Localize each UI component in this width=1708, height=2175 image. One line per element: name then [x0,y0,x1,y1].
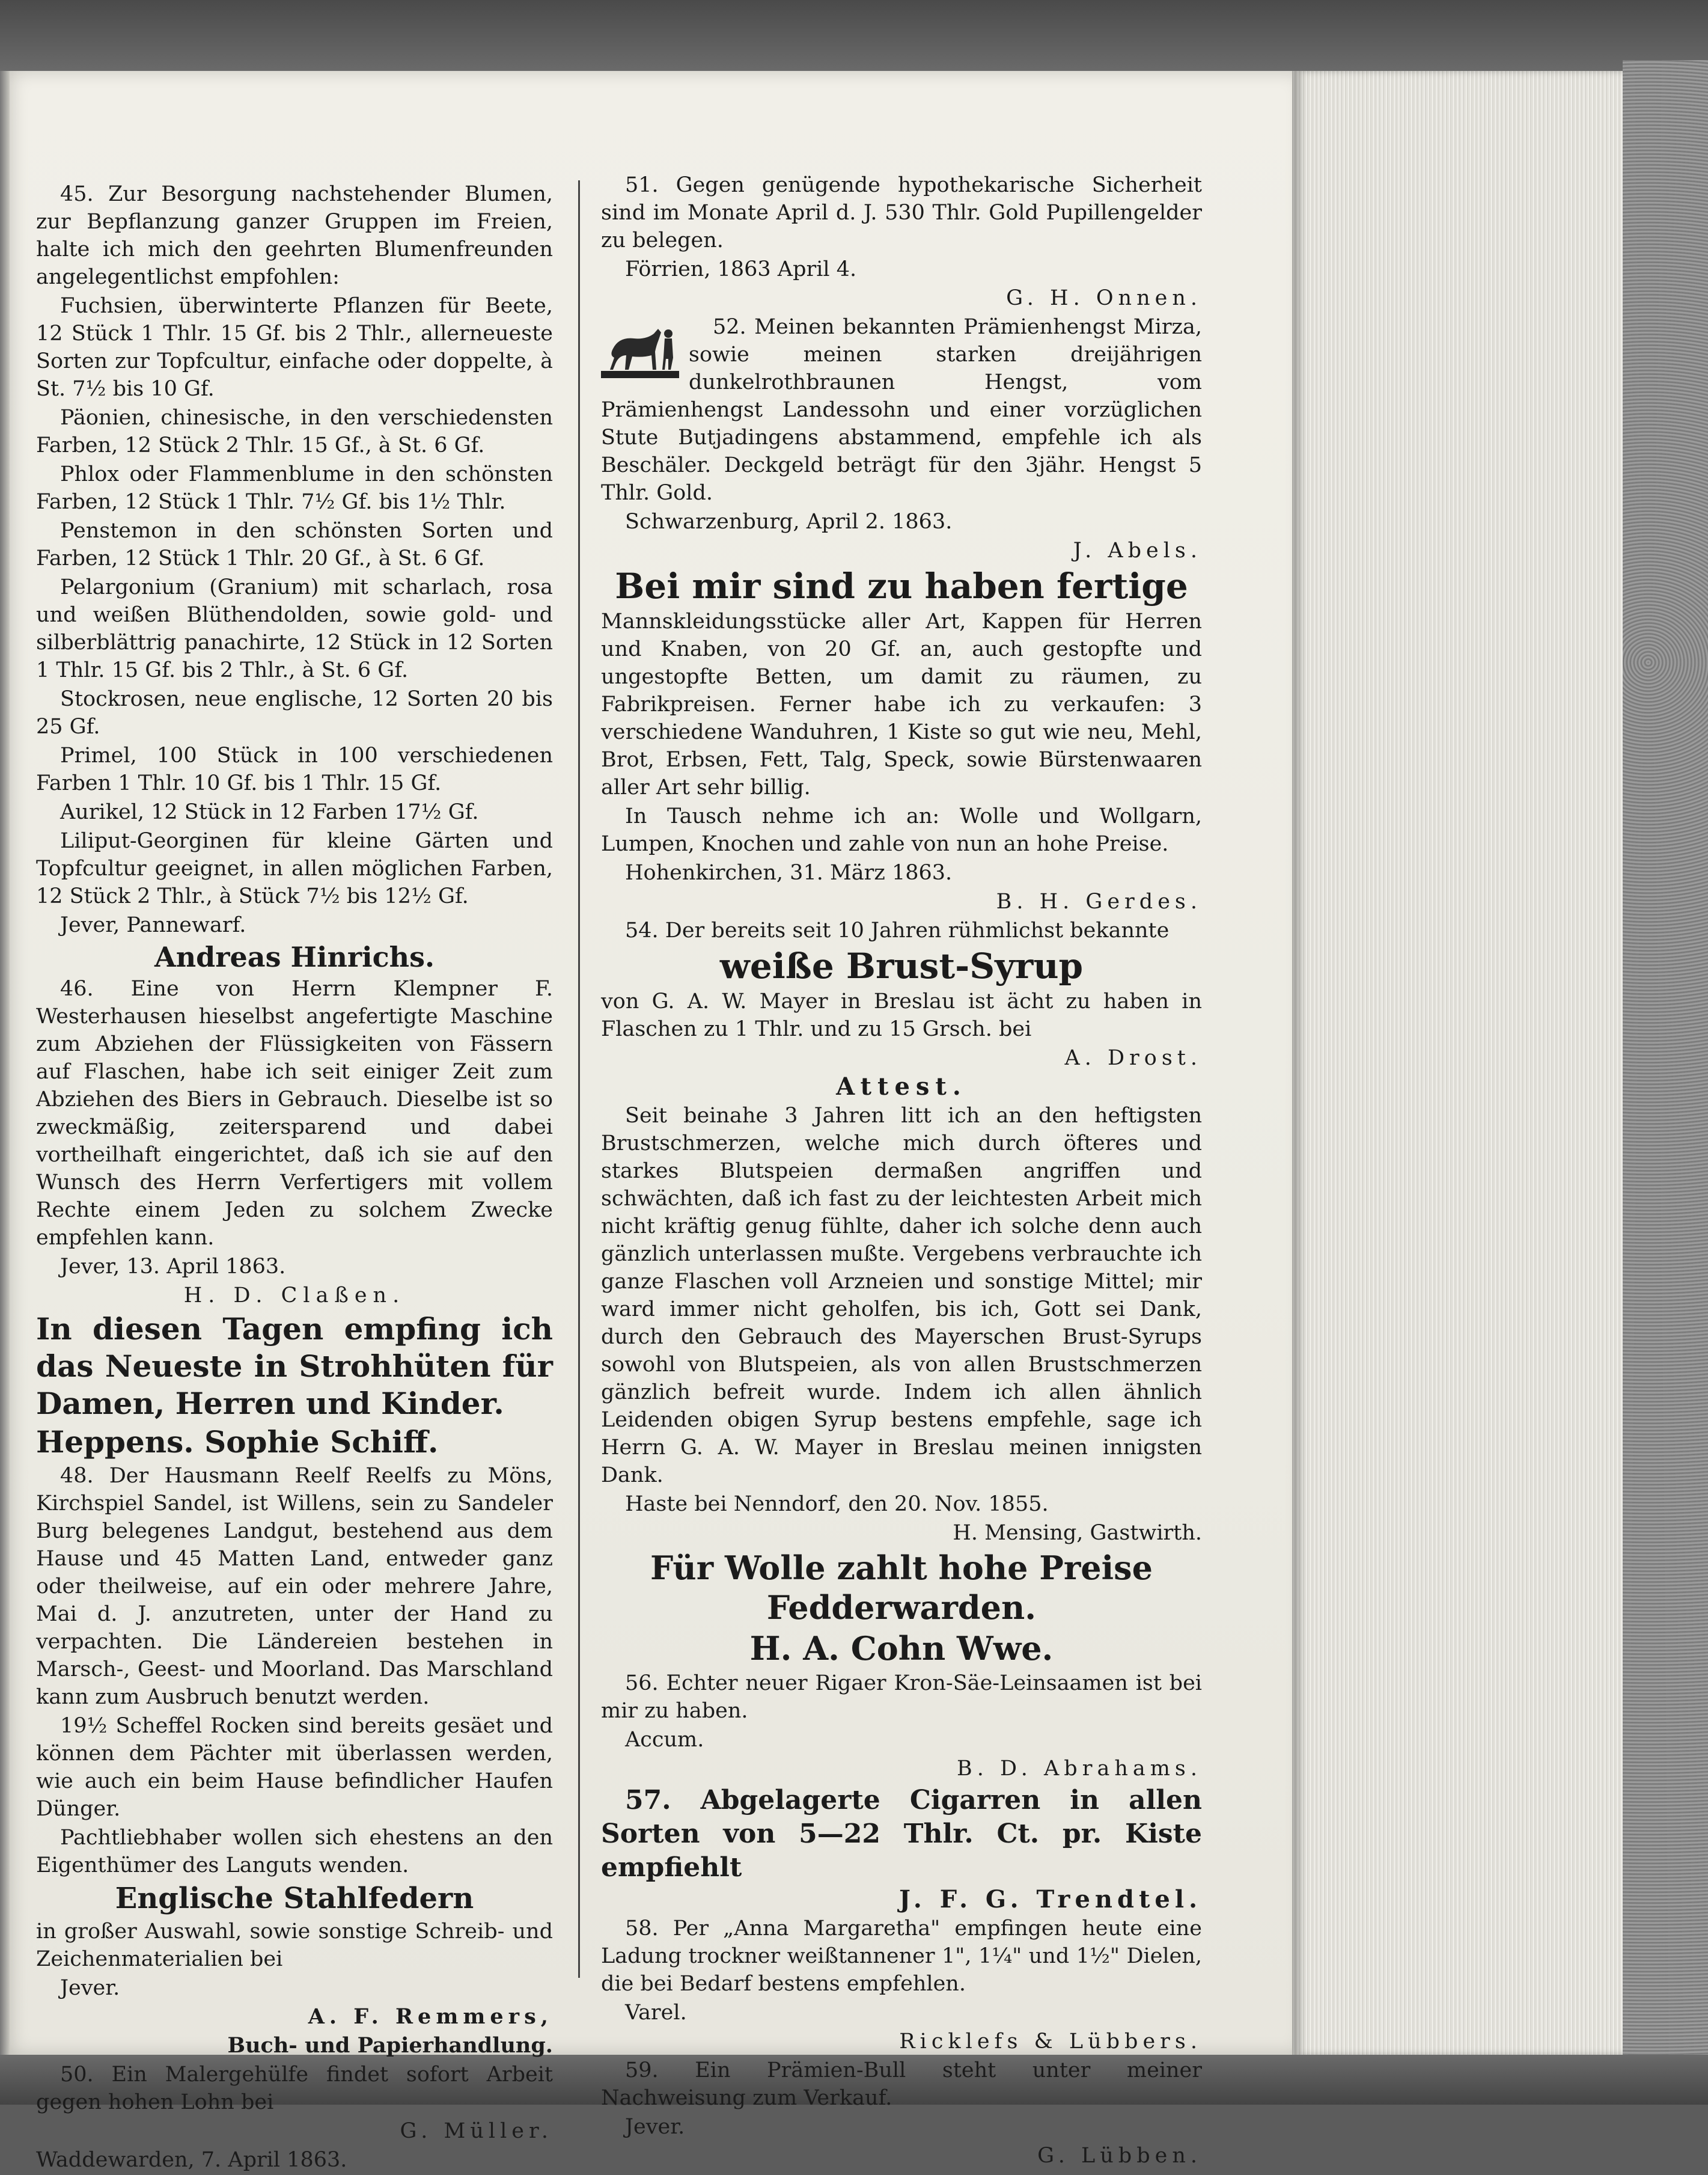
ad-45-item: Päonien, chinesische, in den verschiedensten Farben, 12 Stück 2 Thlr. 15 Gf., à St. 6 Gf. [36,406,553,457]
ad-58-signer: Ricklefs & Lübbers. [899,2030,1202,2054]
ad-48-text-c: Pachtliebhaber wollen sich ehestens an den Eigenthümer des Languts wenden. [36,1826,553,1877]
ad-51-date: Förrien, 1863 April 4. [625,257,857,281]
page-gutter [0,71,10,2055]
attest-text: Seit beinahe 3 Jahren litt ich an den heftigsten Brustschmerzen, welche mich durch öfteres und starkes Blutspeien dermaßen angriffen und schwächten, daß ich fast zu der leichtesten Arbeit mich nicht kräftig genug fühlte, daher ich solche denn auch gänzlich unterlassen mußte. Vergebens verbrauchte ich ganze Flaschen voll Arzneien und sonstige Mittel; mir ward immer nicht geholfen, bis ich, Gott sei Dank, durch den Gebrauch des Mayerschen Brust-Syrups sowohl von Blutspeien, als von allen Brustschmerzen gänzlich befreit wurde. Indem ich allen ähnlich Leidenden obigen Syrup bestens empfehle, sage ich Herrn G. A. W. Mayer in Breslau meinen innigsten Dank. [601,1104,1202,1487]
ad-49-title: Englische Stahlfedern [115,1882,474,1915]
ad-45-intro: 45. Zur Besorgung nachstehender Blumen, zur Bepflanzung ganzer Gruppen im Freien, halte ich mich den geehrten Blumenfreunden angelegentlichst empfohlen: [36,182,553,289]
ad-49-signer: A. F. Remmers, [308,2004,553,2029]
ad-58-place: Varel. [625,2001,687,2025]
ad-57-signer: J. F. G. Trendtel. [899,1885,1202,1913]
ad-52-date: Schwarzenburg, April 2. 1863. [625,510,953,534]
ad-45-signer: Andreas Hinrichs. [154,941,435,973]
ad-46-text: 46. Eine von Herrn Klempner F. Westerhausen hieselbst angefertigte Maschine zum Abziehen der Flüssigkeiten von Fässern auf Flaschen, habe ich seit einiger Zeit zum Abziehen des Biers in Gebrauch. Dieselbe ist so zweckmäßig, zeitersparend und dabei vortheilhaft eingerichtet, daß ich sie auf den Wunsch des Herrn Verfertigers mit vollem Rechte einem Jeden zu solchem Zwecke empfehlen kann. [36,977,553,1250]
ad-56-signer: B. D. Abrahams. [957,1757,1202,1781]
ad-45-item: Phlox oder Flammenblume in den schönsten Farben, 12 Stück 1 Thlr. 7½ Gf. bis 1½ Thlr. [36,462,553,514]
ad-45-place: Jever, Pannewarf. [60,913,246,937]
ad-50-date: Waddewarden, 7. April 1863. [36,2148,347,2172]
ad-53-title: Bei mir sind zu haben fertige [615,566,1188,607]
ad-53-text: Mannskleidungsstücke aller Art, Kappen für Herren und Knaben, von 20 Gf. an, auch gestopfte und ungestopfte Betten, um damit zu räumen, zu Fabrikpreisen. Ferner habe ich zu verkaufen: 3 verschiedene Wanduhren, 1 Kiste so gut wie neu, Mehl, Brot, Erbsen, Fett, Talg, Speck, sowie Bürstenwaaren aller Art sehr billig. [601,610,1202,800]
ad-45-item: Liliput-Georginen für kleine Gärten und Topfcultur geeignet, in allen möglichen Farben, 12 Stück 2 Thlr., à Stück 7½ bis 12½ Gf. [36,829,553,908]
attest-signer: H. Mensing, Gastwirth. [953,1521,1202,1545]
background-top [0,0,1708,71]
attest-date: Haste bei Nenndorf, den 20. Nov. 1855. [625,1492,1049,1516]
ad-52-signer: J. Abels. [1073,539,1202,563]
ad-55-headline: Für Wolle zahlt hohe Preise Fedderwarden. [650,1549,1153,1627]
ad-59-text: 59. Ein Prämien-Bull steht unter meiner Nachweisung zum Verkauf. [601,2058,1202,2110]
ad-53-signer: B. H. Gerdes. [996,890,1202,914]
ad-55-signer: H. A. Cohn Wwe. [749,1629,1054,1668]
ad-57-text: 57. Abgelagerte Cigarren in allen Sorten von 5—22 Thlr. Ct. pr. Kiste empfiehlt [601,1785,1202,1883]
horse-and-groom-icon [601,316,679,382]
ad-50-text: 50. Ein Malergehülfe findet sofort Arbeit gegen hohen Lohn bei [36,2063,553,2114]
ad-51-signer: G. H. Onnen. [1006,286,1202,310]
ad-48-text-b: 19½ Scheffel Rocken sind bereits gesäet und können dem Pächter mit überlassen werden, wie auch ein beim Hause befindlicher Haufen Dünger. [36,1714,553,1821]
ad-45-item: Fuchsien, überwinterte Pflanzen für Beete, 12 Stück 1 Thlr. 15 Gf. bis 2 Thlr., allerneueste Sorten zur Topfcultur, einfache oder doppelte, à St. 7½ bis 10 Gf. [36,294,553,401]
column-divider [578,180,580,1978]
ad-47-headline: In diesen Tagen empfing ich das Neueste in Strohhüten für Damen, Herren und Kinder. [36,1311,553,1421]
ad-49-text: in großer Auswahl, sowie sonstige Schreib- und Zeichenmaterialien bei [36,1920,553,1971]
ad-59-signer: G. Lübben. [1037,2144,1202,2168]
ad-59-place: Jever. [625,2115,685,2139]
ad-56-place: Accum. [625,1728,704,1752]
ad-46-date: Jever, 13. April 1863. [60,1255,286,1279]
ad-49-place: Jever. [60,1976,120,2000]
ad-45-item: Pelargonium (Granium) mit scharlach, rosa und weißen Blüthendolden, sowie gold- und silberblättrig panachirte, 12 Stück in 12 Sorten 1 Thlr. 15 Gf. bis 2 Thlr., à St. 6 Gf. [36,575,553,682]
ad-48-text: 48. Der Hausmann Reelf Reelfs zu Möns, Kirchspiel Sandel, ist Willens, sein zu Sandeler Burg belegenes Landgut, bestehend aus dem Hause und 45 Matten Land, entweder ganz oder theilweise, auf ein oder mehrere Jahre, Mai d. J. anzutreten, unter der Hand zu verpachten. Die Ländereien bestehen in Marsch-, Geest- und Moorland. Das Marschland kann zum Ausbruch benutzt werden. [36,1464,553,1709]
ad-49-subtitle: Buch- und Papierhandlung. [227,2033,553,2058]
ad-54-text: 54. Der bereits seit 10 Jahren rühmlichst bekannte [625,919,1170,943]
ad-53-text-b: In Tausch nehme ich an: Wolle und Wollgarn, Lumpen, Knochen und zahle von nun an hohe Preise. [601,804,1202,856]
page-stack-edge [1292,71,1623,2055]
ad-45-item: Stockrosen, neue englische, 12 Sorten 20 bis 25 Gf. [36,687,553,739]
ad-45-item: Penstemon in den schönsten Sorten und Farben, 12 Stück 1 Thlr. 20 Gf., à St. 6 Gf. [36,519,553,571]
ad-45-item: Primel, 100 Stück in 100 verschiedenen Farben 1 Thlr. 10 Gf. bis 1 Thlr. 15 Gf. [36,744,553,795]
ad-56-text: 56. Echter neuer Rigaer Kron-Säe-Leinsaamen ist bei mir zu haben. [601,1671,1202,1723]
right-column [601,171,1202,2171]
ad-45-item: Aurikel, 12 Stück in 12 Farben 17½ Gf. [60,800,479,824]
attest-title: Attest. [836,1072,967,1101]
book-cover-edge [1623,60,1708,2068]
ad-51-text: 51. Gegen genügende hypothekarische Sicherheit sind im Monate April d. J. 530 Thlr. Gold Pupillengelder zu belegen. [601,173,1202,252]
ad-58-text: 58. Per „Anna Margaretha" empfingen heute eine Ladung trockner weißtannener 1", 1¼" und 1½" Dielen, die bei Bedarf bestens empfehlen. [601,1917,1202,1996]
ad-50-signer: G. Müller. [400,2119,553,2143]
ad-54-text-b: von G. A. W. Mayer in Breslau ist ächt zu haben in Flaschen zu 1 Thlr. und zu 15 Grsch. bei [601,990,1202,1041]
ad-47-signature: Heppens. Sophie Schiff. [36,1424,439,1460]
ad-52-text: 52. Meinen bekannten Prämienhengst Mirza, sowie meinen starken dreijährigen dunkelrothbraunen Hengst, vom Prämienhengst Landessohn und einer vorzüglichen Stute Butjadingens abstammend, empfehle ich als Beschäler. Deckgeld beträgt für den 3jähr. Hengst 5 Thlr. Gold. [601,315,1202,505]
ad-46-signer: H. D. Claßen. [183,1283,406,1308]
left-column [36,180,553,2175]
ad-52 [601,313,1202,564]
ad-54-signer: A. Drost. [1064,1046,1202,1070]
ad-54-title: weiße Brust-Syrup [719,946,1084,987]
ad-53-date: Hohenkirchen, 31. März 1863. [625,861,953,885]
